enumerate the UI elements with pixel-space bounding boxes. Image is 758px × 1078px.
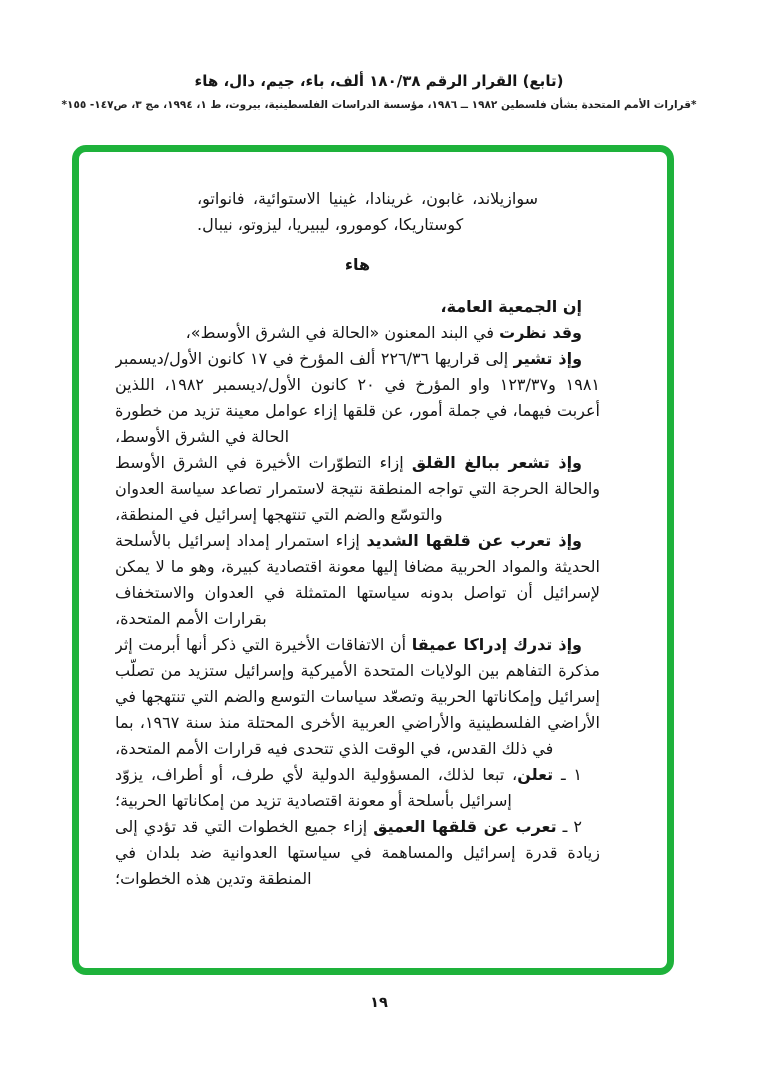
paragraph-lead: إن الجمعية العامة، bbox=[440, 297, 582, 316]
green-border-frame bbox=[72, 145, 674, 975]
source-citation-line: *قرارات الأمم المتحدة بشأن فلسطين ١٩٨٢ ــ ١٩٨٦، مؤسسة الدراسات الفلسطينية، بيروت، ط ١، ١٩٩٤، مج ٣، ص١٤٧- ١٥٥* bbox=[61, 99, 697, 111]
paragraph-gravely-concerned bbox=[115, 450, 600, 528]
paragraph-lead: وإذ تدرك إدراكا عميقا bbox=[411, 635, 582, 654]
paragraph-having-considered bbox=[115, 320, 600, 346]
paragraph-expressing-deep-concern bbox=[115, 528, 600, 632]
paragraph-lead: تعلن bbox=[517, 765, 554, 784]
resolution-body bbox=[115, 152, 600, 968]
paragraph-deeply-aware bbox=[115, 632, 600, 762]
paragraph-text: إزاء استمرار إمداد إسرائيل بالأسلحة الحديثة والمواد الحربية مضافا إليها معونة اقتصادية كبيرة، وهو ما لا يمكن لإسرائيل أن تواصل بدونه سياستها المتمثلة في العدوان والاستخفاف بقرارات الأمم المتحدة، bbox=[115, 531, 600, 628]
paragraph-number: ٢ ـ bbox=[556, 817, 582, 836]
paragraph-lead: وإذ تشير bbox=[513, 349, 583, 368]
paragraph-text: إزاء جميع الخطوات التي قد تؤدي إلى زيادة قدرة إسرائيل والمساهمة في سياستها العدوانية ضد بلدان في المنطقة وتدين هذه الخطوات؛ bbox=[115, 817, 600, 888]
paragraph-text: ، تبعا لذلك، المسؤولية الدولية لأي طرف، أو أطراف، يزوّد إسرائيل بأسلحة أو معونة اقتصادية تزيد من إمكاناتها الحربية؛ bbox=[115, 765, 518, 810]
section-heading-haa: هاء bbox=[344, 255, 371, 274]
paragraph-recalling-resolutions bbox=[115, 346, 600, 450]
paragraph-number: ١ ـ bbox=[553, 765, 583, 784]
paragraph-lead: تعرب عن قلقها العميق bbox=[373, 817, 557, 836]
paragraph-lead: وقد نظرت bbox=[499, 323, 582, 342]
resolution-title: (تابع) القرار الرقم ١٨٠/٣٨ ألف، باء، جيم، دال، هاء bbox=[194, 72, 564, 90]
page-number: ١٩ bbox=[370, 995, 388, 1011]
paragraph-text: إلى قراريها ٢٢٦/٣٦ ألف المؤرخ في ١٧ كانون الأول/ديسمبر ١٩٨١ و١٢٣/٣٧ واو المؤرخ في ٢٠ كانون الأول/ديسمبر ١٩٨٢، اللذين أعربت فيهما، في جملة أمور، عن قلقها إزاء عوامل معينة تزيد من خطورة الحالة في الشرق الأوسط، bbox=[115, 349, 600, 446]
continuation-country-list: سوازيلاند، غابون، غرينادا، غينيا الاستوائية، فانواتو، كوستاريكا، كومورو، ليبيريا، ليزوتو، نيبال. bbox=[197, 189, 538, 234]
paragraph-text: إزاء التطوّرات الأخيرة في الشرق الأوسط والحالة الحرجة التي تواجه المنطقة نتيجة لاستمرار تصاعد سياسة العدوان والتوسّع والضم التي تنتهجها إسرائيل في المنطقة، bbox=[115, 453, 600, 524]
paragraph-preamble-opening bbox=[115, 294, 600, 320]
paragraph-lead: وإذ تشعر ببالغ القلق bbox=[411, 453, 582, 472]
paragraph-text: أن الاتفاقات الأخيرة التي ذكر أنها أبرمت إثر مذكرة التفاهم بين الولايات المتحدة الأميركية وإسرائيل ستزيد من تصلّب إسرائيل وإمكاناتها الحربية وتصعّد سياسات التوسع والضم التي تنتهجها في الأراضي الفلسطينية والأراضي العربية الأخرى المحتلة منذ سنة ١٩٦٧، بما في ذلك القدس، في الوقت الذي تتحدى فيه قرارات الأمم المتحدة، bbox=[115, 635, 600, 758]
paragraph-lead: وإذ تعرب عن قلقها الشديد bbox=[366, 531, 582, 550]
operative-paragraph-2 bbox=[115, 814, 600, 892]
paragraph-text: في البند المعنون «الحالة في الشرق الأوسط»، bbox=[185, 323, 500, 342]
page-header bbox=[0, 72, 758, 111]
operative-paragraph-1 bbox=[115, 762, 600, 814]
